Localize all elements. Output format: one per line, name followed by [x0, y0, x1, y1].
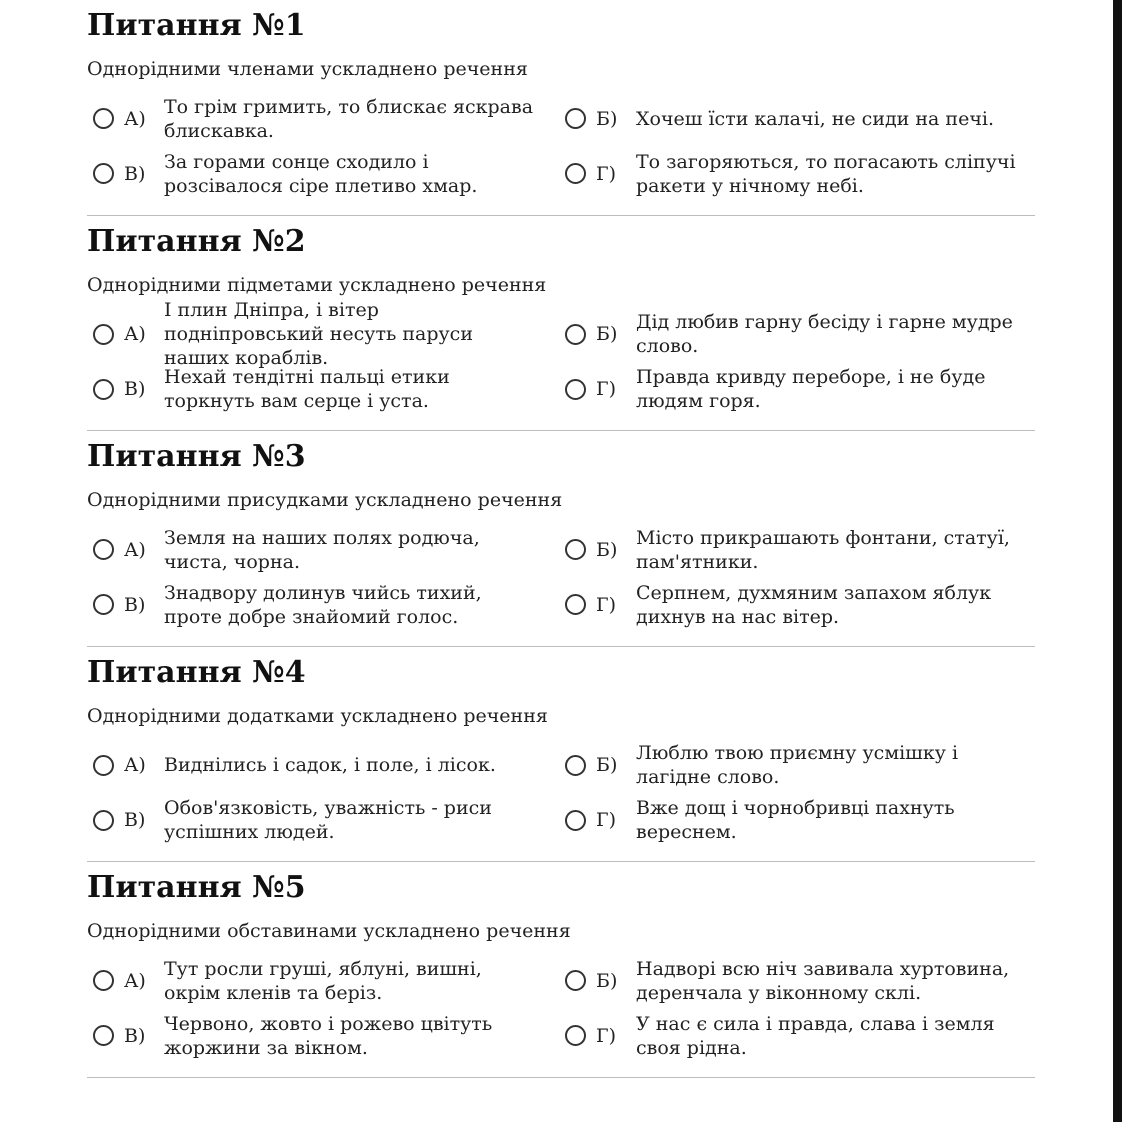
- option-letter: Б): [596, 754, 618, 776]
- option-b[interactable]: [559, 91, 1035, 146]
- radio-button[interactable]: [565, 1025, 586, 1046]
- option-letter: Б): [596, 538, 618, 561]
- radio-button[interactable]: [93, 108, 114, 129]
- question-title: Питання №3: [87, 439, 306, 474]
- option-letter: А): [124, 107, 146, 130]
- option-text: Серпнем, духмяним запахом яблук дихнув на нас вітер.: [636, 581, 992, 628]
- option-g[interactable]: [559, 146, 1035, 201]
- options: [87, 91, 1035, 201]
- question-prompt: Однорідними обставинами ускладнено речення: [87, 920, 571, 942]
- question-title: Питання №2: [87, 223, 306, 259]
- radio-button[interactable]: [565, 539, 586, 560]
- radio-button[interactable]: [93, 539, 114, 560]
- option-text: Дід любив гарну бесіду і гарне мудре слово.: [636, 311, 1013, 357]
- options: [87, 522, 1035, 632]
- radio-button[interactable]: [565, 970, 586, 991]
- option-text: Виднілись і садок, і поле, і лісок.: [164, 754, 496, 776]
- option-text: Земля на наших полях родюча, чиста, чорна.: [164, 526, 480, 573]
- option-text: То загоряються, то погасають сліпучі ракети у нічному небі.: [636, 150, 1016, 197]
- right-edge-bar: [1113, 0, 1122, 1122]
- radio-button[interactable]: [565, 755, 586, 776]
- option-text: Тут росли груші, яблуні, вишні, окрім кленів та беріз.: [164, 957, 482, 1004]
- radio-button[interactable]: [93, 970, 114, 991]
- question-prompt: Однорідними додатками ускладнено речення: [87, 704, 548, 727]
- option-text: Нехай тендітні пальці етики торкнуть вам серце і уста.: [164, 366, 450, 412]
- question-prompt: Однорідними підметами ускладнено речення: [87, 273, 547, 296]
- options: [87, 738, 1035, 848]
- option-text: Вже дощ і чорнобривці пахнуть вереснем.: [636, 797, 955, 843]
- option-v[interactable]: [87, 146, 559, 201]
- option-a[interactable]: [87, 299, 559, 369]
- option-text: Люблю твою приємну усмішку і лагідне слово.: [636, 742, 959, 788]
- radio-button[interactable]: [565, 163, 586, 184]
- option-letter: Б): [596, 107, 618, 130]
- radio-button[interactable]: [565, 324, 586, 345]
- option-b[interactable]: [559, 953, 1035, 1008]
- option-letter: В): [124, 378, 146, 400]
- option-text: Обов'язковість, уважність - риси успішних людей.: [164, 797, 492, 843]
- option-g[interactable]: [559, 1008, 1035, 1063]
- option-letter: Г): [596, 1024, 616, 1047]
- option-letter: Б): [596, 323, 618, 345]
- option-a[interactable]: [87, 91, 559, 146]
- option-text: Хочеш їсти калачі, не сиди на печі.: [636, 107, 994, 130]
- question-prompt: Однорідними присудками ускладнено речення: [87, 489, 563, 511]
- option-letter: Г): [596, 809, 616, 831]
- option-text: Червоно, жовто і рожево цвітуть жоржини за вікном.: [164, 1012, 493, 1059]
- option-v[interactable]: [87, 577, 559, 632]
- option-b[interactable]: [559, 738, 1035, 793]
- option-letter: Г): [596, 378, 616, 400]
- option-v[interactable]: [87, 362, 559, 417]
- radio-button[interactable]: [565, 594, 586, 615]
- option-letter: В): [124, 593, 146, 616]
- option-letter: В): [124, 162, 146, 185]
- question-prompt: Однорідними членами ускладнено речення: [87, 58, 528, 80]
- radio-button[interactable]: [93, 379, 114, 400]
- option-letter: А): [124, 323, 146, 345]
- radio-button[interactable]: [565, 379, 586, 400]
- options: [87, 953, 1035, 1063]
- option-text: Знадвору долинув чийсь тихий, проте добре знайомий голос.: [164, 581, 482, 628]
- question-title: Питання №1: [87, 8, 306, 43]
- option-b[interactable]: [559, 307, 1035, 362]
- question-title: Питання №5: [87, 870, 306, 905]
- option-v[interactable]: [87, 793, 559, 848]
- option-text: І плин Дніпра, і вітер подніпровський несуть паруси наших кораблів.: [164, 299, 473, 369]
- option-b[interactable]: [559, 522, 1035, 577]
- question-1: [87, 0, 1035, 216]
- radio-button[interactable]: [93, 594, 114, 615]
- option-letter: Г): [596, 162, 616, 185]
- option-text: У нас є сила і правда, слава і земля своя рідна.: [636, 1012, 995, 1059]
- option-a[interactable]: [87, 738, 559, 793]
- option-text: За горами сонце сходило і розсівалося сіре плетиво хмар.: [164, 150, 478, 197]
- option-letter: Г): [596, 593, 616, 616]
- option-letter: А): [124, 969, 146, 992]
- option-g[interactable]: [559, 362, 1035, 417]
- option-letter: А): [124, 538, 146, 561]
- options: [87, 299, 1035, 417]
- radio-button[interactable]: [565, 108, 586, 129]
- radio-button[interactable]: [93, 810, 114, 831]
- option-a[interactable]: [87, 522, 559, 577]
- question-2: [87, 216, 1035, 432]
- option-g[interactable]: [559, 793, 1035, 848]
- question-5: [87, 862, 1035, 1078]
- radio-button[interactable]: [93, 755, 114, 776]
- option-letter: А): [124, 754, 146, 776]
- option-letter: В): [124, 1024, 146, 1047]
- question-4: [87, 647, 1035, 863]
- option-text: Правда кривду переборе, і не буде людям горя.: [636, 366, 986, 412]
- option-letter: Б): [596, 969, 618, 992]
- option-a[interactable]: [87, 953, 559, 1008]
- radio-button[interactable]: [93, 163, 114, 184]
- radio-button[interactable]: [565, 810, 586, 831]
- radio-button[interactable]: [93, 1025, 114, 1046]
- option-text: То грім гримить, то блискає яскрава блискавка.: [164, 95, 534, 142]
- radio-button[interactable]: [93, 324, 114, 345]
- option-g[interactable]: [559, 577, 1035, 632]
- question-3: [87, 431, 1035, 647]
- option-letter: В): [124, 809, 146, 831]
- question-title: Питання №4: [87, 654, 306, 690]
- option-text: Надворі всю ніч завивала хуртовина, деренчала у віконному склі.: [636, 957, 1010, 1004]
- option-text: Місто прикрашають фонтани, статуї, пам'ятники.: [636, 526, 1010, 573]
- option-v[interactable]: [87, 1008, 559, 1063]
- quiz: [87, 0, 1035, 1078]
